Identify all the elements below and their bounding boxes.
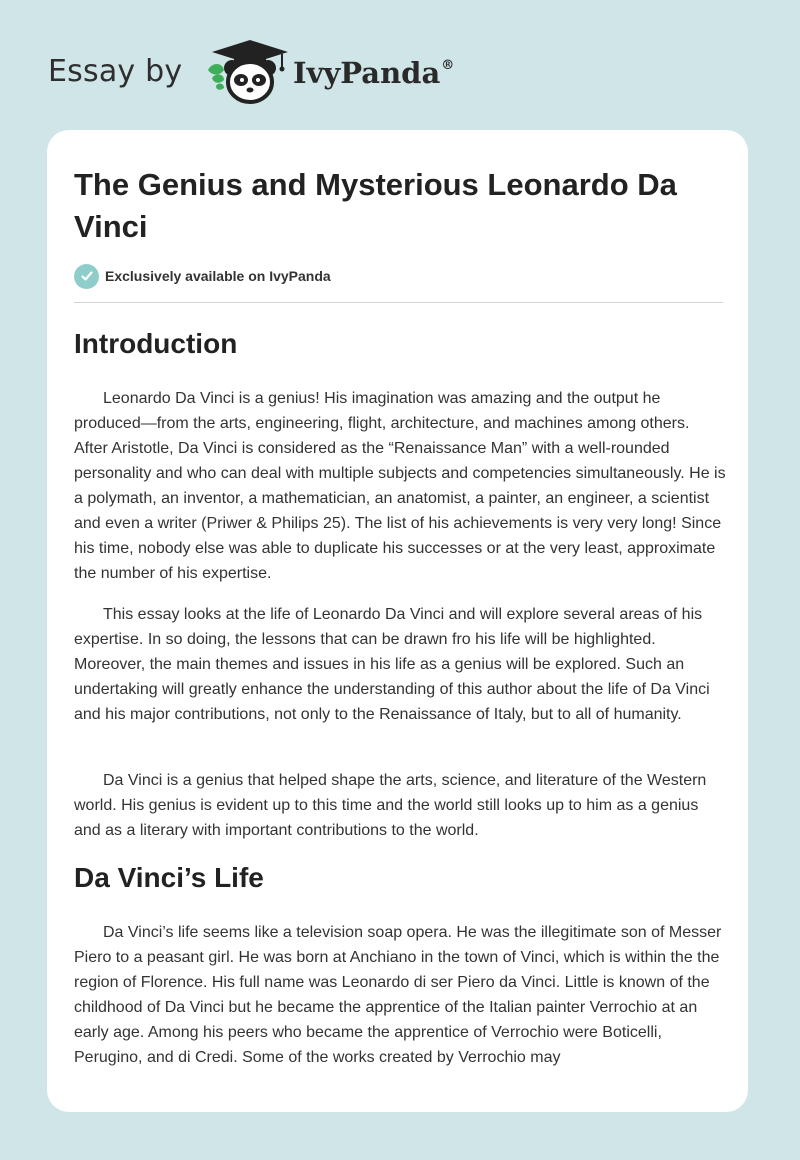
exclusive-badge: [74, 263, 331, 289]
divider: [74, 302, 723, 303]
section-heading-life: Da Vinci’s Life: [74, 862, 264, 893]
essay-card: [47, 130, 748, 1112]
registered-mark: ®: [441, 58, 455, 73]
essay-title: The Genius and Mysterious Leonardo Da Vinci: [74, 167, 677, 244]
badge-label: Exclusively available on IvyPanda: [105, 268, 331, 284]
paragraph: This essay looks at the life of Leonardo Da Vinci and will explore several areas of his expertise. In so doing, the lessons that can be drawn fro his life will be highlighted. Moreover, the main themes and issues in his life as a genius will be explored. Such an undertaking will greatly enhance the understanding of this author about the life of Da Vinci and his major contributions, not only to the Renaissance of Italy, but to all of humanity.: [74, 606, 710, 723]
brand-prefix: Essay by: [48, 54, 183, 89]
brand-name[interactable]: IvyPanda®: [293, 56, 455, 90]
section-heading-introduction: Introduction: [74, 328, 238, 359]
paragraph: Da Vinci’s life seems like a television soap opera. He was the illegitimate son of Messer Piero to a peasant girl. He was born at Anchiano in the town of Vinci, which is within the the region of Florence. His full name was Leonardo di ser Piero da Vinci. Little is known of the childhood of Da Vinci but he became the apprentice of the Italian painter Verrochio at an early age. Among his peers who became the apprentice of Verrochio were Boticelli, Perugino, and di Credi. Some of the works created by Verrochio may: [74, 924, 722, 1066]
site-header: [48, 34, 468, 106]
paragraph: Da Vinci is a genius that helped shape the arts, science, and literature of the Western world. His genius is evident up to this time and the world still looks up to him as a genius and as a literary with important contributions to the world.: [74, 772, 707, 839]
check-icon: [74, 264, 99, 289]
paragraph: Leonardo Da Vinci is a genius! His imagination was amazing and the output he produced—from the arts, engineering, flight, architecture, and machines among others. After Aristotle, Da Vinci is considered as the “Renaissance Man” with a well-rounded personality and who can deal with multiple subjects and competencies simultaneously. He is a polymath, an inventor, a mathematician, an anatomist, a painter, an engineer, a scientist and even a writer (Priwer & Philips 25). The list of his achievements is very very long! Since his time, nobody else was able to duplicate his successes or at the very least, approximate the number of his expertise.: [74, 390, 726, 582]
panda-graduate-icon[interactable]: [202, 34, 298, 106]
